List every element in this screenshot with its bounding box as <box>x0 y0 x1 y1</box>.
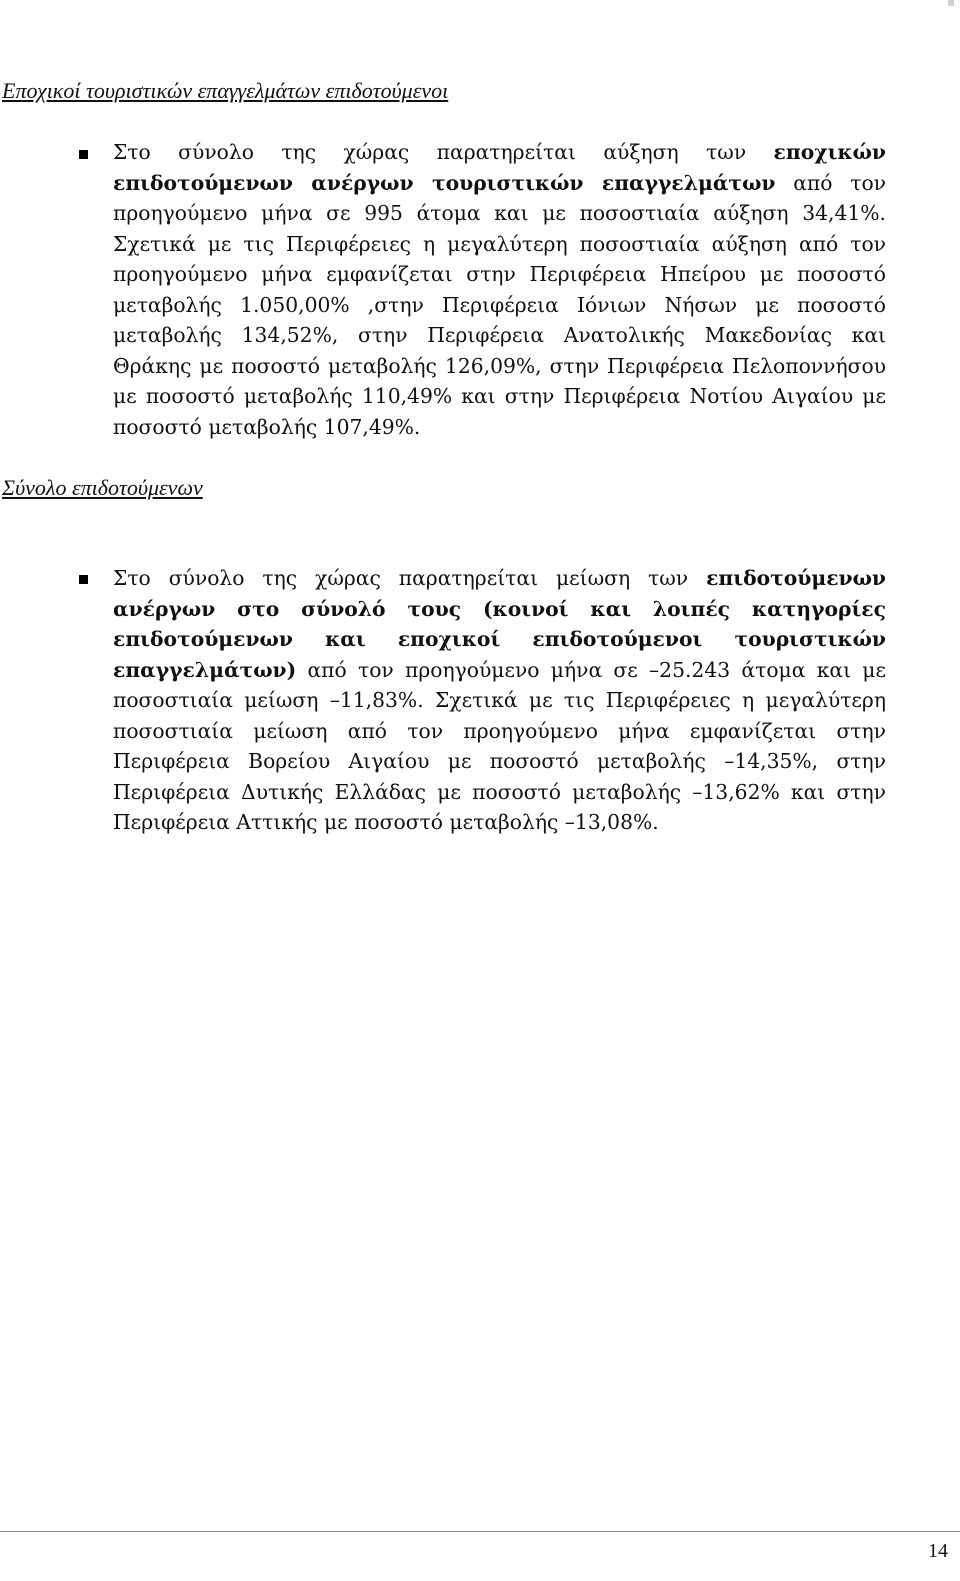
section-heading-seasonal: Εποχικοί τουριστικών επαγγελμάτων επιδοτούμενοι <box>2 78 449 103</box>
page-number: 14 <box>928 1540 948 1562</box>
section-heading-total: Σύνολο επιδοτούμενων <box>2 475 203 500</box>
bullet-icon <box>79 575 88 584</box>
paragraph-seasonal <box>113 137 886 442</box>
paragraph-text: από τον προηγούμενο μήνα σε –25.243 άτομα και με ποσοστιαία μείωση –11,83%. Σχετικά με τις Περιφέρειες η μεγαλύτερη ποσοστιαία μείωση από τον προηγούμενο μήνα εμφανίζεται στην Περιφέρεια Βορείου Αιγαίου με ποσοστό μεταβολής –14,35%, στην Περιφέρεια Δυτικής Ελλάδας με ποσοστό μεταβολής –13,62% και στην Περιφέρεια Αττικής με ποσοστό μεταβολής –13,08%. <box>113 657 886 834</box>
footer-divider <box>0 1531 960 1532</box>
corner-mark <box>948 0 954 6</box>
paragraph-bold-text: εποχικών επιδοτούμενων ανέργων τουριστικών επαγγελμάτων <box>113 140 886 195</box>
paragraph-bold-text: επιδοτούμενων ανέργων στο σύνολό τους (κοινοί και λοιπές κατηγορίες επιδοτούμενων και εποχικοί επιδοτούμενοι τουριστικών επαγγελμάτων) <box>113 566 886 682</box>
bullet-icon <box>79 150 88 159</box>
paragraph-text: Στο σύνολο της χώρας παρατηρείται μείωση των <box>113 566 707 590</box>
paragraph-total <box>113 563 886 838</box>
paragraph-text: Στο σύνολο της χώρας παρατηρείται αύξηση των <box>113 140 774 164</box>
paragraph-text: από τον προηγούμενο μήνα σε 995 άτομα και με ποσοστιαία αύξηση 34,41%. Σχετικά με τις Περιφέρειες η μεγαλύτερη ποσοστιαία αύξηση από τον προηγούμενο μήνα εμφανίζεται στην Περιφέρεια Ηπείρου με ποσοστό μεταβολής 1.050,00% ,στην Περιφέρεια Ιόνιων Νήσων με ποσοστό μεταβολής 134,52%, στην Περιφέρεια Ανατολικής Μακεδονίας και Θράκης με ποσοστό μεταβολής 126,09%, στην Περιφέρεια Πελοποννήσου με ποσοστό μεταβολής 110,49% και στην Περιφέρεια Νοτίου Αιγαίου με ποσοστό μεταβολής 107,49%. <box>113 170 886 439</box>
